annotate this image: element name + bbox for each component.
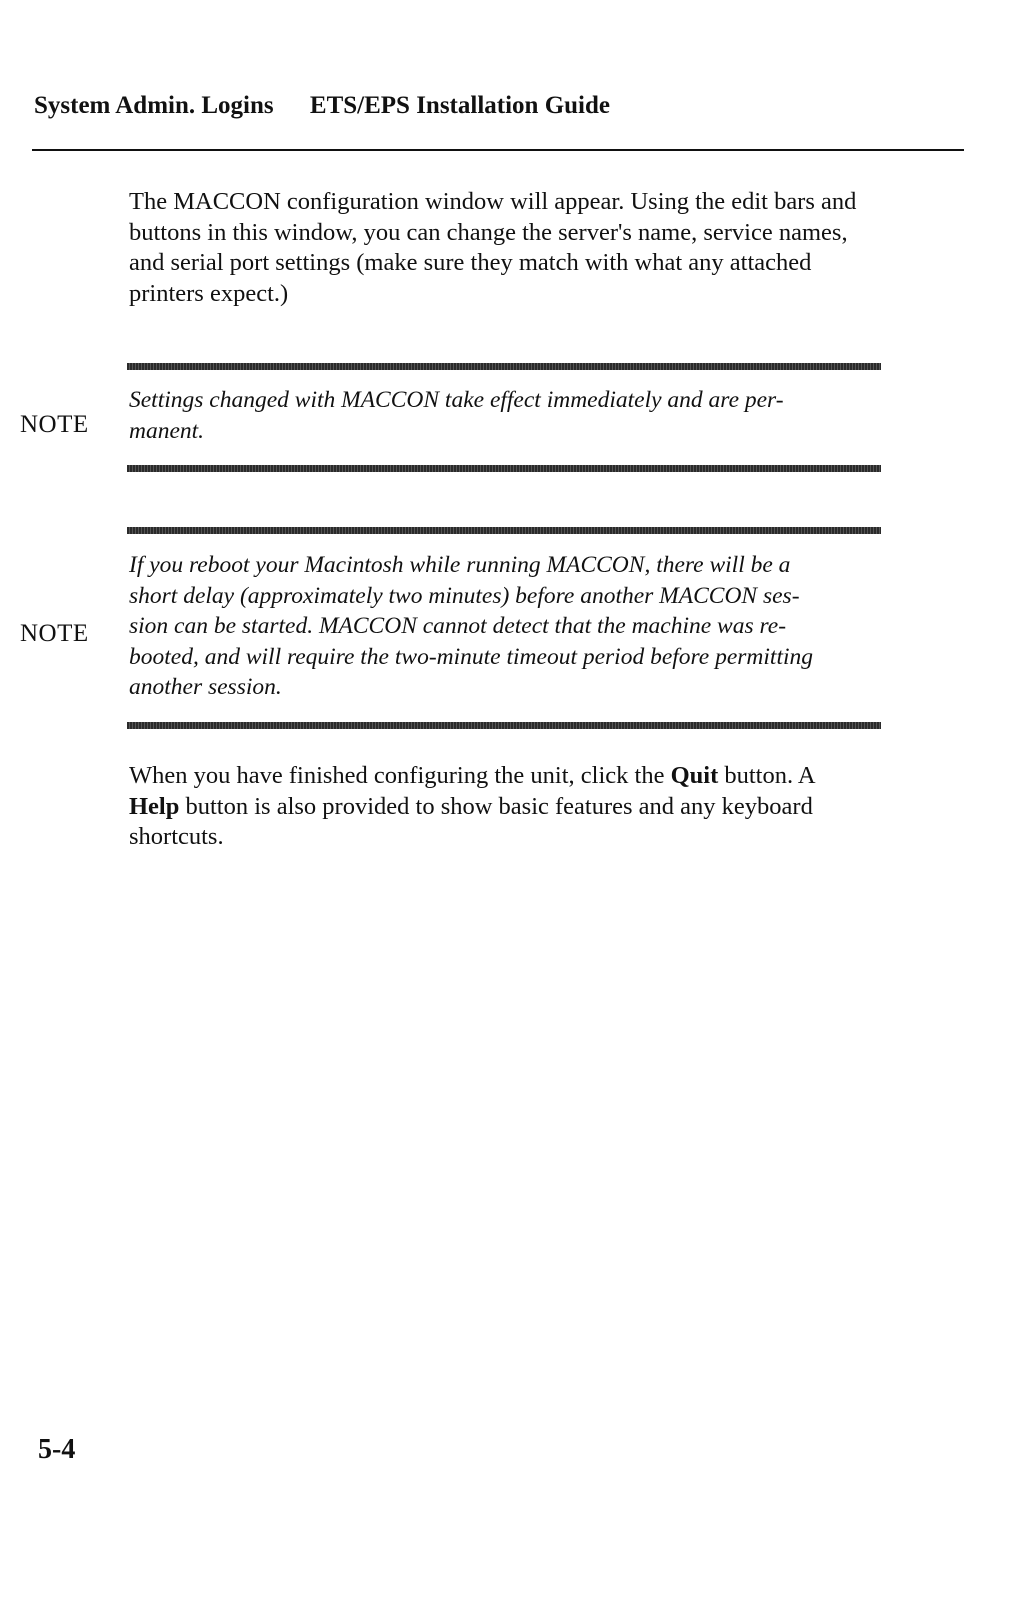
header-rule — [32, 149, 964, 151]
intro-line: printers expect.) — [129, 279, 289, 307]
note-2-text — [129, 550, 889, 703]
note-1-top-rule — [127, 363, 881, 370]
note-2-bottom-rule — [127, 722, 881, 729]
note-1-text — [129, 385, 889, 446]
guide-title: ETS/EPS Installation Guide — [309, 92, 610, 119]
section-title: System Admin. Logins — [34, 92, 274, 119]
note-line: short delay (approximately two minutes) before another MACCON ses- — [129, 582, 800, 609]
note-line: manent. — [129, 417, 205, 444]
note-1-label: NOTE — [20, 411, 89, 438]
note-line: Settings changed with MACCON take effect immediately and are per- — [129, 387, 784, 413]
note-line: booted, and will require the two-minute timeout period before permitting — [129, 643, 814, 670]
note-line: If you reboot your Macintosh while running MACCON, there will be a — [129, 552, 791, 578]
note-2-top-rule — [127, 527, 881, 534]
help-term: Help — [129, 792, 180, 820]
note-line: another session. — [129, 674, 282, 700]
note-1-bottom-rule — [127, 465, 881, 472]
intro-line: and serial port settings (make sure they match with what any attached — [129, 249, 812, 276]
intro-line: The MACCON configuration window will appear. Using the edit bars and — [129, 188, 857, 215]
note-line: sion can be started. MACCON cannot detect that the machine was re- — [129, 613, 787, 639]
quit-term: Quit — [670, 762, 719, 789]
intro-paragraph — [129, 187, 969, 309]
page-number: 5-4 — [38, 1434, 76, 1465]
running-header — [34, 92, 610, 120]
closing-paragraph: When you have finished configuring the unit, click the Quit button. A Help button is also provided to show basic features and any keyboard shortcuts. — [129, 762, 816, 850]
note-2-label: NOTE — [20, 620, 89, 647]
intro-line: buttons in this window, you can change the server's name, service names, — [129, 218, 848, 246]
